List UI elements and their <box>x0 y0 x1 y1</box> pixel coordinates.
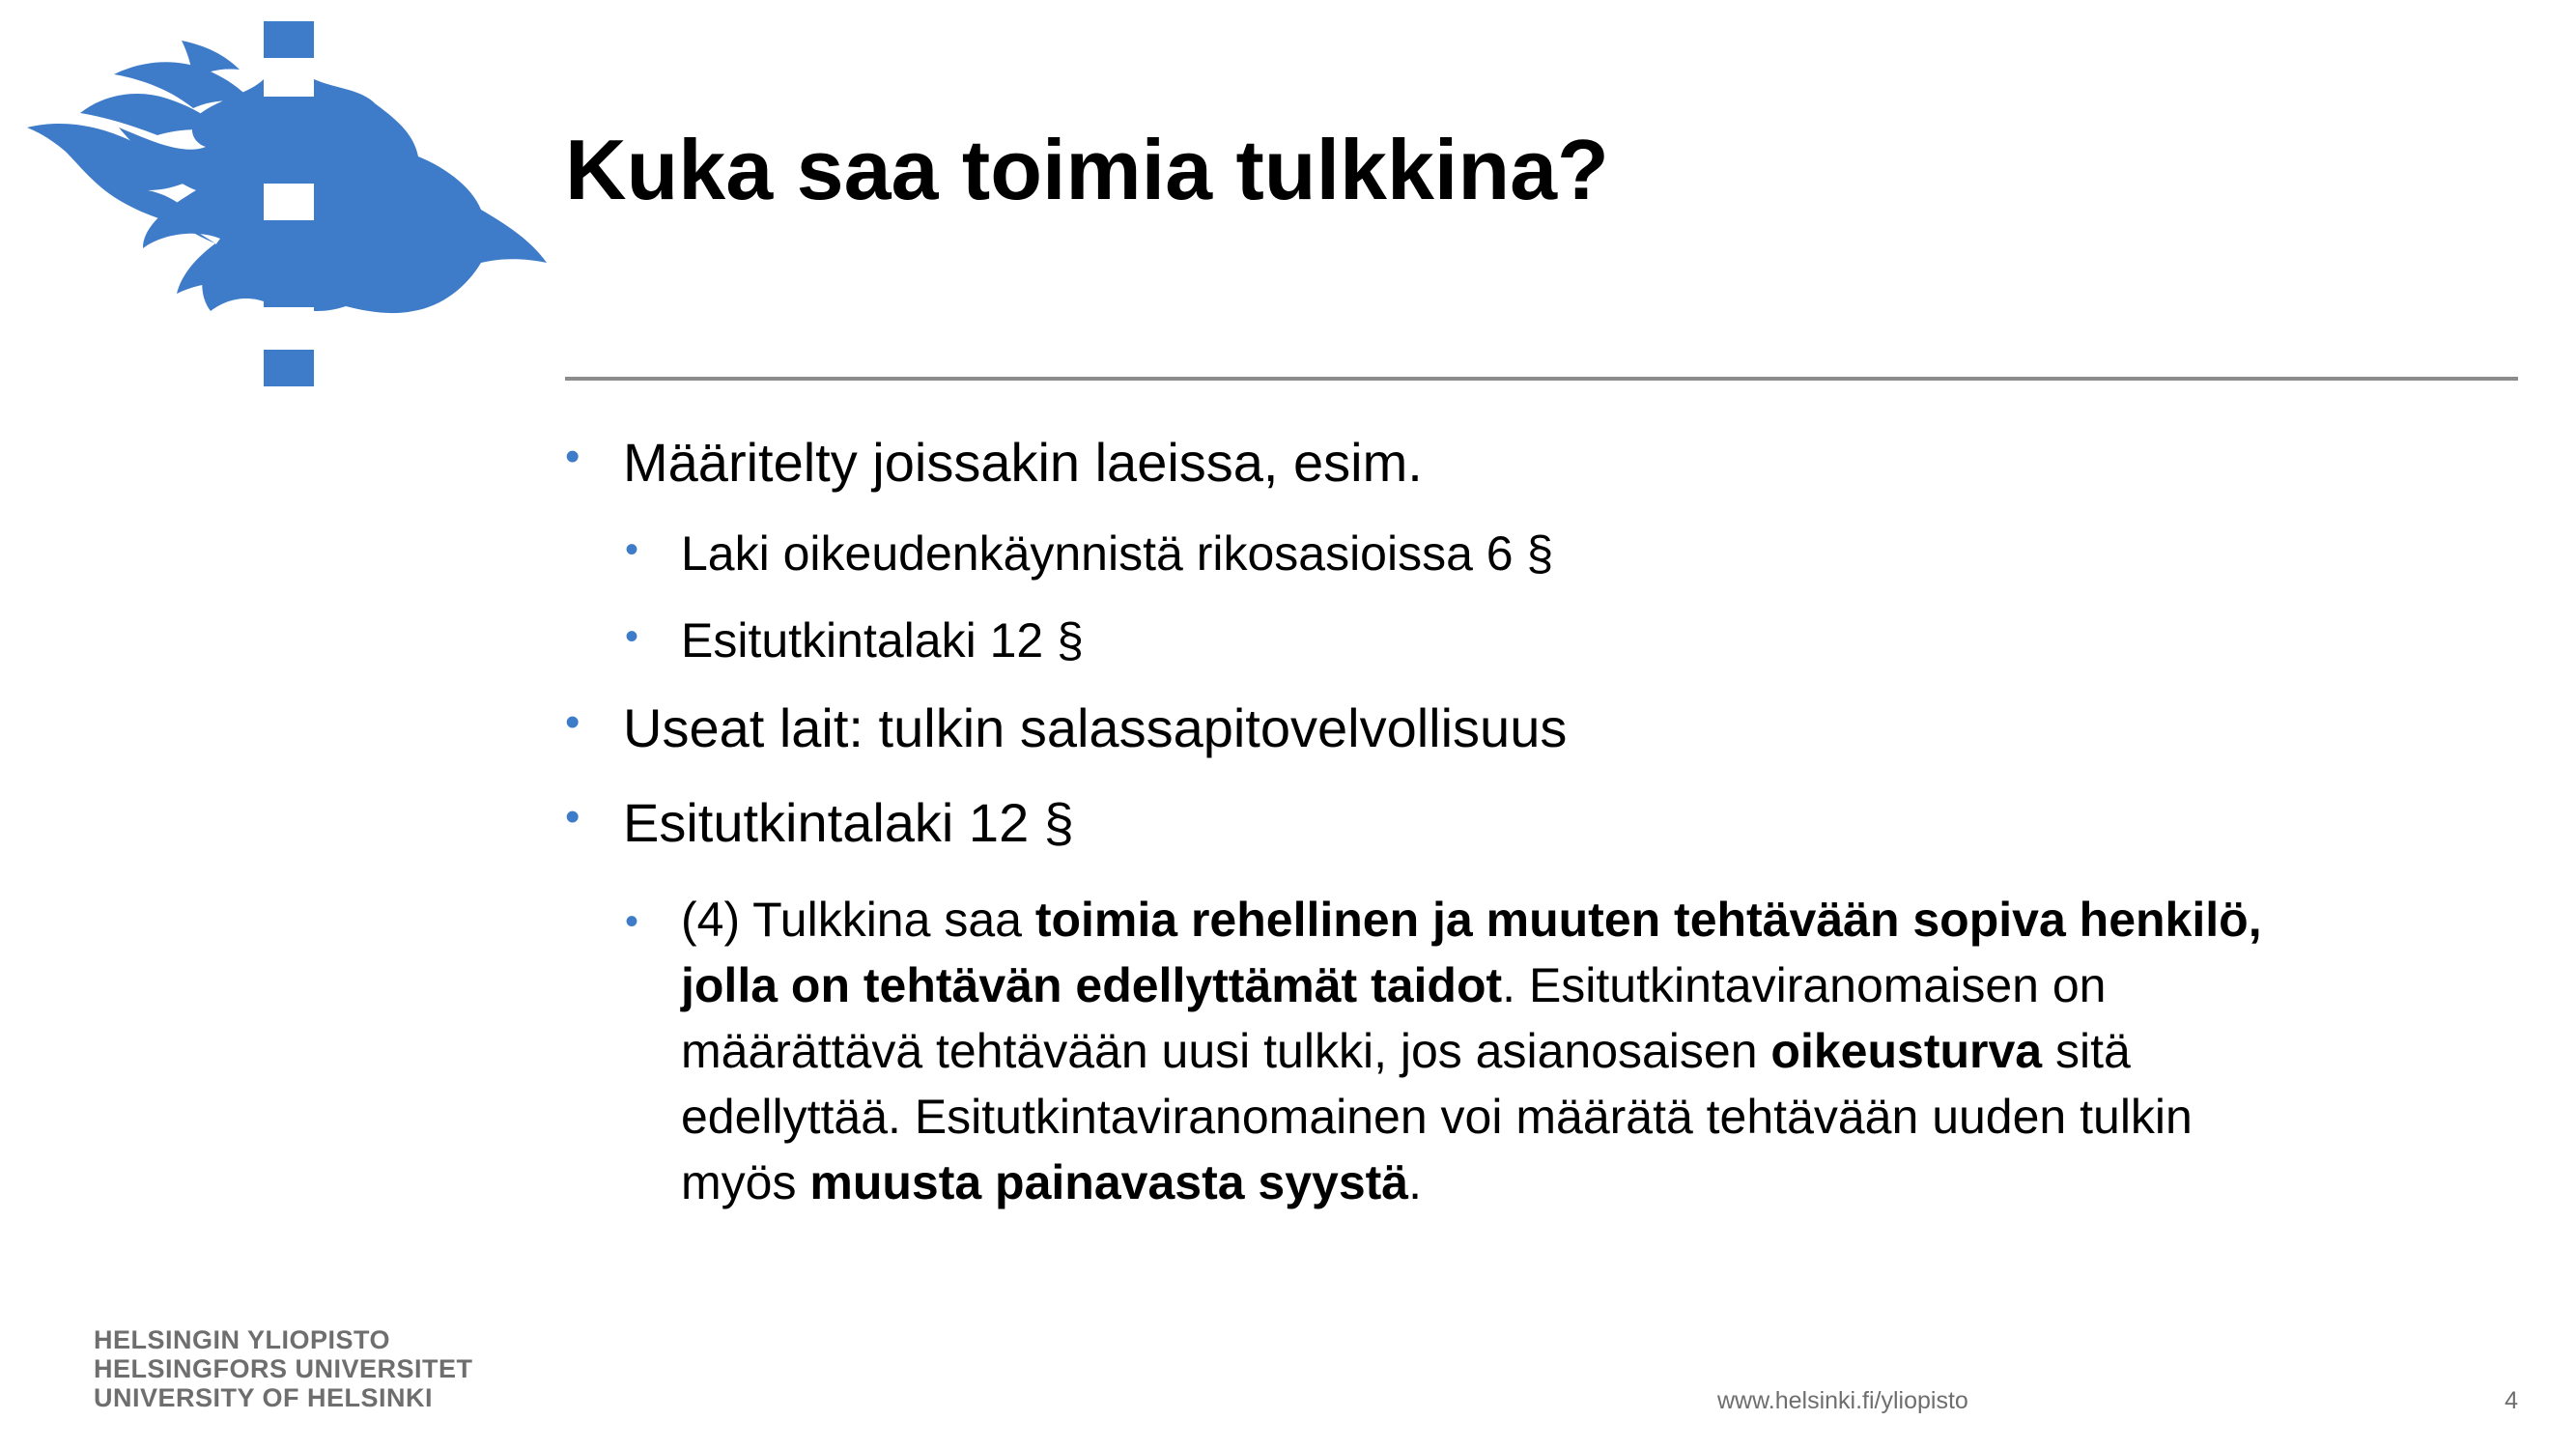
paragraph-line <box>681 1084 2506 1150</box>
text-run: myös <box>681 1155 810 1209</box>
bullet-item <box>565 696 1568 760</box>
bullet-text: Useat lait: tulkin salassapitovelvollisuus <box>623 697 1568 758</box>
bullet-text: Määritelty joissakin laeissa, esim. <box>623 432 1423 493</box>
paragraph-line <box>681 952 2506 1018</box>
university-name-sv: HELSINGFORS UNIVERSITET <box>94 1354 473 1383</box>
text-run: (4) Tulkkina saa <box>681 893 1035 947</box>
bullet-marker: • <box>565 793 580 840</box>
text-run: . <box>1408 1155 1423 1209</box>
text-run: määrättävä tehtävään uusi tulkki, jos asianosaisen <box>681 1024 1771 1078</box>
bullet-marker: • <box>565 433 580 480</box>
sub-bullet-item <box>625 525 1554 582</box>
bullet-text: Laki oikeudenkäynnistä rikosasioissa 6 § <box>681 526 1554 581</box>
law-quote-paragraph <box>625 887 2506 1215</box>
paragraph-line <box>681 887 2506 952</box>
sub-bullet-item <box>625 611 1084 669</box>
bold-text-run: muusta painavasta syystä <box>809 1155 1409 1209</box>
bullet-text: Esitutkintalaki 12 § <box>623 792 1074 853</box>
bullet-marker: • <box>625 528 639 571</box>
university-name-block <box>94 1325 473 1412</box>
title-divider <box>565 377 2518 381</box>
bullet-item <box>565 790 1074 855</box>
bullet-marker: • <box>625 615 639 658</box>
bullet-marker: • <box>625 900 639 943</box>
university-name-en: UNIVERSITY OF HELSINKI <box>94 1383 434 1412</box>
footer-url: www.helsinki.fi/yliopisto <box>1717 1387 1968 1414</box>
paragraph-line <box>681 1018 2506 1084</box>
paragraph-line <box>681 1150 2506 1215</box>
bold-text-run: jolla on tehtävän edellyttämät taidot <box>681 958 1503 1012</box>
university-logo-icon <box>27 21 549 388</box>
text-run: sitä <box>2042 1024 2131 1078</box>
bold-text-run: toimia rehellinen ja muuten tehtävään sopiva henkilö, <box>1034 893 2262 947</box>
bullet-text: Esitutkintalaki 12 § <box>681 613 1084 668</box>
text-run: edellyttää. Esitutkintaviranomainen voi määrätä tehtävään uuden tulkin <box>681 1090 2193 1144</box>
page-number: 4 <box>2505 1387 2518 1414</box>
bullet-marker: • <box>565 698 580 746</box>
text-run: . Esitutkintaviranomaisen on <box>1502 958 2107 1012</box>
bold-text-run: oikeusturva <box>1770 1024 2043 1078</box>
bullet-item <box>565 430 1423 495</box>
slide-title: Kuka saa toimia tulkkina? <box>565 122 1609 217</box>
university-name-fi: HELSINGIN YLIOPISTO <box>94 1325 391 1354</box>
